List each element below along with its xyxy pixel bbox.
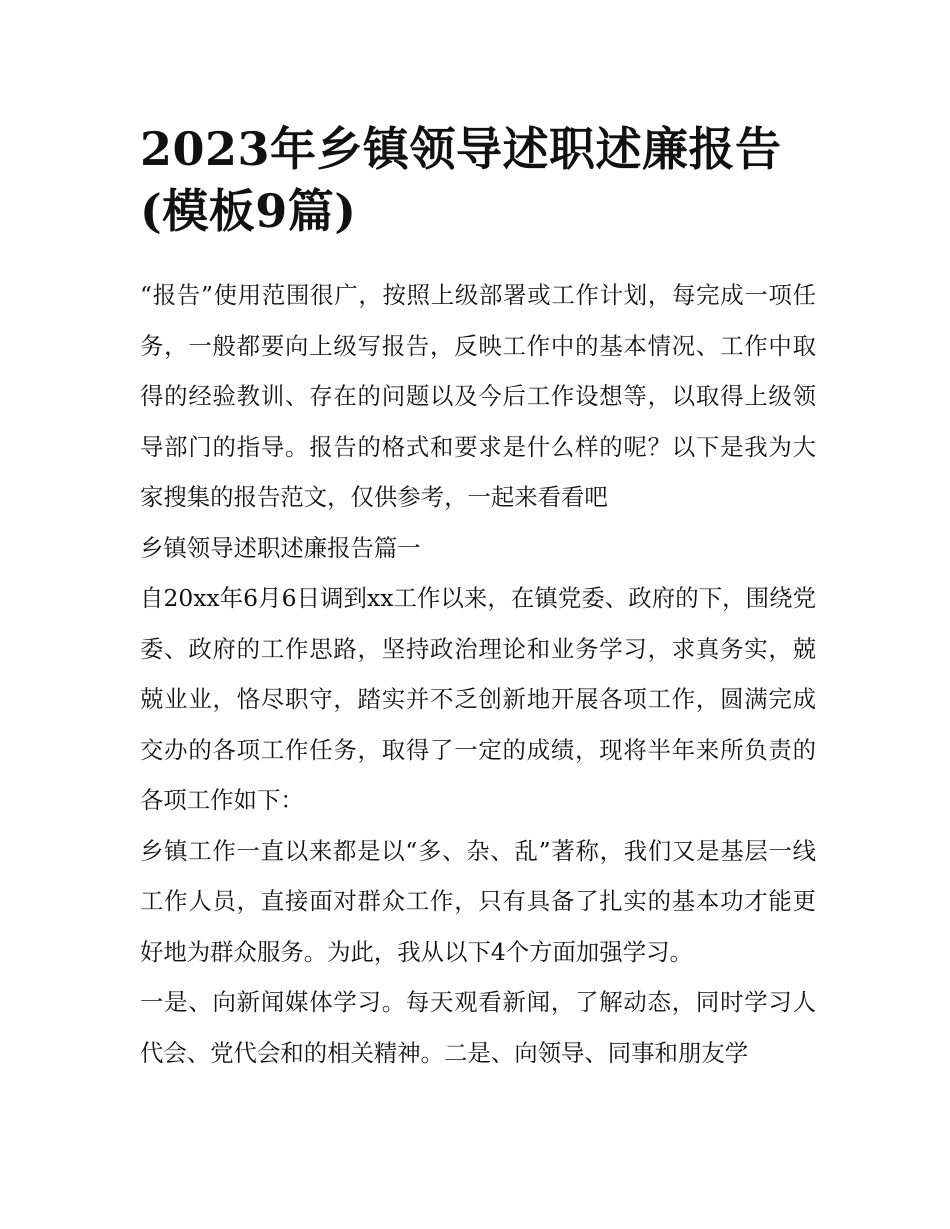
body-paragraph: 一是、向新闻媒体学习。每天观看新闻，了解动态，同时学习人代会、党代会和的相关精神。二是、向领导、同事和朋友学	[140, 988, 816, 1067]
document-page	[140, 118, 816, 1078]
document-title: 2023年乡镇领导述职述廉报告(模板9篇)	[140, 122, 782, 238]
body-paragraph: 自20xx年6月6日调到xx工作以来，在镇党委、政府的下，围绕党委、政府的工作思路，坚持政治理论和业务学习，求真务实，兢兢业业，恪尽职守，踏实并不乏创新地开展各项工作，圆满完成交办的各项工作任务，取得了一定的成绩，现将半年来所负责的各项工作如下：	[140, 584, 816, 814]
section-heading: 乡镇领导述职述廉报告篇一	[140, 533, 421, 562]
intro-paragraph: “报告”使用范围很广，按照上级部署或工作计划，每完成一项任务，一般都要向上级写报告，反映工作中的基本情况、工作中取得的经验教训、存在的问题以及今后工作设想等，以取得上级领导部门的指导。报告的格式和要求是什么样的呢？以下是我为大家搜集的报告范文，仅供参考，一起来看看吧	[140, 281, 816, 511]
document-body	[140, 270, 816, 1078]
body-paragraph: 乡镇工作一直以来都是以“多、杂、乱”著称，我们又是基层一线工作人员，直接面对群众工作，只有具备了扎实的基本功才能更好地为群众服务。为此，我从以下4个方面加强学习。	[140, 836, 816, 966]
